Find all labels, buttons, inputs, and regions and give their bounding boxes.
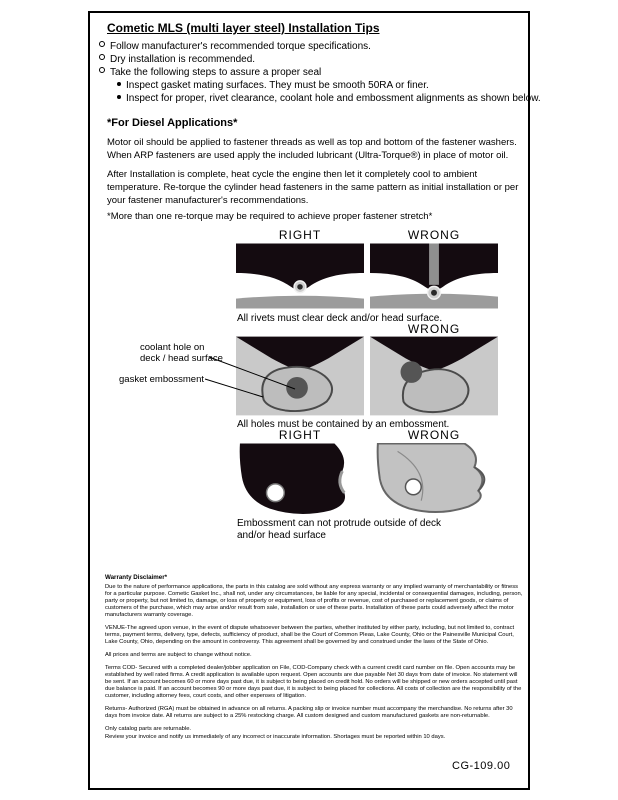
- list-item: [117, 80, 429, 91]
- list-item: [99, 67, 321, 78]
- warranty-paragraph: Returns- Authorized (RGA) must be obtained in advance on all returns. A packing slip or invoice number must accompany the merchandise. No returns after 30 days from invoice date. All returns are subject to a 25% restocking charge. All custom designed and custom manufactured gaskets are non-returnable.: [105, 706, 513, 719]
- warranty-paragraph: VENUE-The agreed upon venue, in the event of dispute whatsoever between the parties, whether instituted by either party, including, but not limited to, contract terms, payment terms, delivery, type, defects, sufficiency of product, shall be the Court of Common Pleas, Lake County, Ohio or the Painesville Municipal Court, Lake County, Ohio, depending on the amount in controversy. This agreement shall be governed by and construed under the laws of the State of Ohio.: [105, 625, 515, 645]
- warranty-section: [105, 574, 525, 747]
- tip-text: Take the following steps to assure a proper seal: [110, 67, 322, 78]
- diesel-heading: *For Diesel Applications*: [107, 117, 238, 129]
- gasket-embossment-annotation: gasket embossment: [119, 374, 205, 385]
- list-item: [117, 93, 541, 104]
- bullet-icon: [99, 54, 105, 60]
- list-item: [99, 41, 371, 52]
- tip-text: Inspect gasket mating surfaces. They must be smooth 50RA or finer.: [126, 80, 429, 91]
- diagram-hole-wrong: [370, 336, 498, 416]
- tip-text: Follow manufacturer's recommended torque specifications.: [110, 41, 371, 52]
- coolant-hole-annotation: coolant hole on deck / head surface: [140, 342, 223, 364]
- hole-wrong-illustration: [370, 336, 498, 416]
- warranty-paragraph: Only catalog parts are returnable.: [105, 726, 192, 732]
- warranty-paragraph: All prices and terms are subject to change without notice.: [105, 652, 252, 658]
- rivet-wrong-illustration: [370, 243, 498, 309]
- list-item: [99, 54, 255, 65]
- diagram-embossment-right: [236, 443, 364, 515]
- right-label: RIGHT: [278, 428, 322, 442]
- tip-text: Inspect for proper, rivet clearance, coolant hole and embossment alignments as shown below.: [126, 93, 541, 104]
- bullet-icon: [117, 82, 121, 86]
- annotation-pointer-lines: [195, 345, 305, 405]
- tip-text: Dry installation is recommended.: [110, 54, 256, 65]
- bullet-icon: [117, 95, 121, 99]
- page-title: Cometic MLS (multi layer steel) Installation Tips: [107, 21, 380, 35]
- warranty-paragraph: Review your invoice and notify us immediately of any incorrect or inaccurate information. Shortages must be reported within 10 days.: [105, 734, 446, 740]
- wrong-label: WRONG: [407, 322, 461, 336]
- warranty-heading: Warranty Disclaimer*: [105, 574, 168, 581]
- diagram-rivet-wrong: [370, 243, 498, 309]
- rivet-caption: All rivets must clear deck and/or head surface.: [237, 313, 443, 324]
- retorque-note: *More than one re-torque may be required to achieve proper fastener stretch*: [107, 211, 433, 222]
- bullet-icon: [99, 41, 105, 47]
- diagram-embossment-wrong: [370, 443, 498, 515]
- rivet-right-illustration: [236, 243, 364, 309]
- warranty-paragraph: Due to the nature of performance applications, the parts in this catalog are sold without any express warranty or any implied warranty of merchantability or fitness for a particular purpose. Cometic Gasket Inc., shall not, under any circumstances, be liable for any special, incidental or consequential damages, including, person, party or property, but not limited to, damage, or loss of property or equipment, loss of profits or revenue, cost of purchased or replacement goods, or claims of customers of the purchase, which may arise and/or result from sale, installation or use of these parts. Installation of these parts could adversely affect the motor manufacturers warranty coverage.: [105, 584, 523, 618]
- wrong-label: WRONG: [407, 428, 461, 442]
- embossment-wrong-illustration: [370, 443, 498, 515]
- bullet-icon: [99, 67, 105, 73]
- right-label: RIGHT: [278, 228, 322, 242]
- diagram-rivet-right: [236, 243, 364, 309]
- diesel-paragraph-2: After Installation is complete, heat cycle the engine then let it completely cool to ambient temperature. Re-torque the cylinder head fasteners in the same pattern as initial installation or per your fastener manufacturer's recommendations.: [107, 169, 519, 206]
- embossment-caption: Embossment can not protrude outside of deck and/or head surface: [237, 518, 442, 541]
- wrong-label: WRONG: [407, 228, 461, 242]
- hole-caption: All holes must be contained by an embossment.: [237, 419, 450, 430]
- embossment-right-illustration: [236, 443, 364, 515]
- diesel-paragraph-1: Motor oil should be applied to fastener threads as well as top and bottom of the fastener washers. When ARP fasteners are used apply the included lubricant (Ultra-Torque®) in place of motor oil.: [107, 137, 517, 161]
- annotation-lines: [195, 345, 305, 405]
- page-number: CG-109.00: [452, 760, 511, 772]
- warranty-paragraph: Terms COD- Secured with a completed dealer/jobber application on File, COD-Company check with a current credit card number on file. Open accounts may be established by well rated firms. A credit application is available upon request. Open accounts are due payable Net 30 days from date of invoice. No statement will be sent. If an account becomes 60 or more days past due, it is subject to being placed on credit hold. No orders will be shipped or new orders accepted until past due balance is paid. If an account becomes 90 or more days past due, it is subject to being placed for collections. All costs of collection are the responsibility of the customer, including attorney fees, court costs, and other expenses of litigation.: [105, 665, 522, 699]
